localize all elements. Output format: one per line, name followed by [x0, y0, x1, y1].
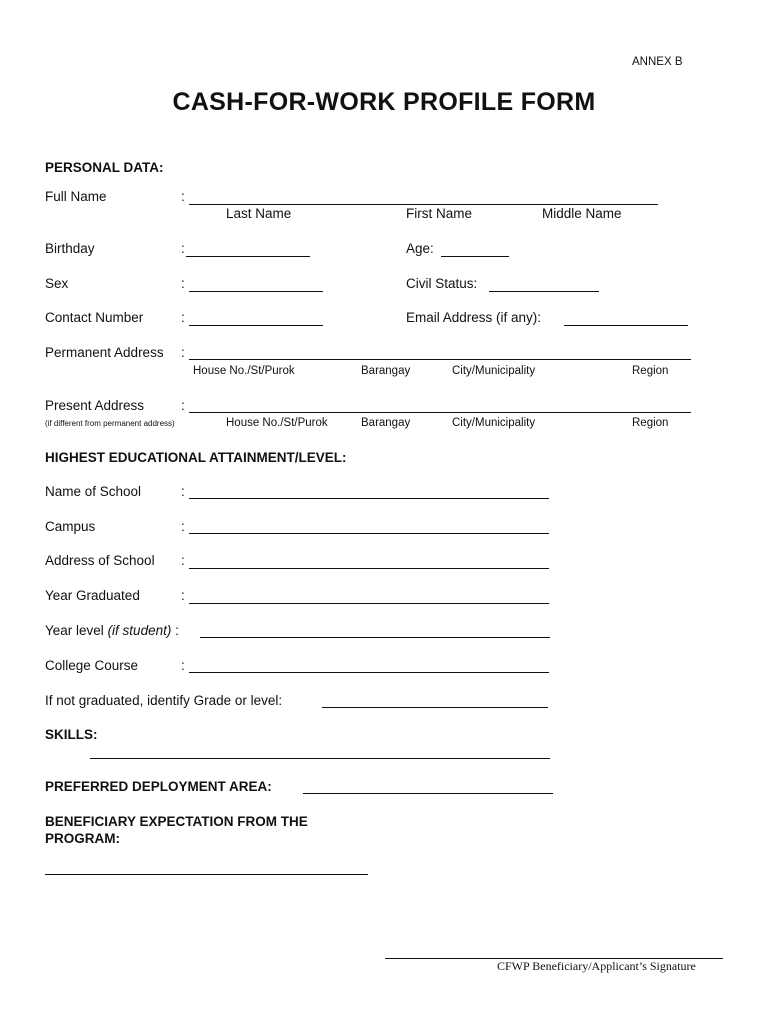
annex-label: ANNEX B: [632, 56, 683, 68]
middle-name-caption: Middle Name: [542, 206, 622, 221]
colon: :: [181, 484, 185, 499]
campus-field[interactable]: [189, 533, 549, 534]
first-name-caption: First Name: [406, 206, 473, 221]
colon: :: [181, 398, 185, 413]
city-caption: City/Municipality: [452, 417, 536, 429]
school-name-label: Name of School: [45, 484, 142, 499]
personal-data-heading: PERSONAL DATA:: [45, 160, 164, 175]
expectation-heading-line2: PROGRAM:: [45, 831, 120, 846]
colon: :: [181, 276, 185, 291]
school-address-field[interactable]: [189, 568, 549, 569]
expectation-heading-line1: BENEFICIARY EXPECTATION FROM THE: [45, 814, 308, 829]
school-address-label: Address of School: [45, 553, 155, 568]
school-name-field[interactable]: [189, 498, 549, 499]
barangay-caption: Barangay: [361, 417, 411, 429]
sex-label: Sex: [45, 276, 69, 291]
contact-number-field[interactable]: [189, 325, 323, 326]
present-address-note: (if different from permanent address): [45, 419, 175, 428]
house-caption: House No./St/Purok: [193, 365, 295, 377]
deployment-field[interactable]: [303, 793, 553, 794]
college-course-field[interactable]: [189, 672, 549, 673]
email-label: Email Address (if any):: [406, 310, 542, 325]
city-caption: City/Municipality: [452, 365, 536, 377]
signature-label: CFWP Beneficiary/Applicant’s Signature: [497, 959, 696, 973]
colon: :: [181, 658, 185, 673]
skills-field[interactable]: [90, 758, 550, 759]
barangay-caption: Barangay: [361, 365, 411, 377]
birthday-label: Birthday: [45, 241, 95, 256]
deployment-heading: PREFERRED DEPLOYMENT AREA:: [45, 779, 272, 794]
colon: :: [181, 588, 185, 603]
sex-field[interactable]: [189, 291, 323, 292]
full-name-label: Full Name: [45, 189, 107, 204]
campus-label: Campus: [45, 519, 96, 534]
year-graduated-label: Year Graduated: [45, 588, 140, 603]
expectation-field[interactable]: [45, 874, 368, 875]
year-level-field[interactable]: [200, 637, 550, 638]
region-caption: Region: [632, 365, 669, 377]
region-caption: Region: [632, 417, 669, 429]
age-field[interactable]: [441, 256, 509, 257]
colon: :: [181, 189, 185, 204]
colon: :: [181, 553, 185, 568]
full-name-field[interactable]: [189, 204, 658, 205]
college-course-label: College Course: [45, 658, 139, 673]
not-graduated-label: If not graduated, identify Grade or level:: [45, 693, 283, 708]
skills-heading: SKILLS:: [45, 727, 98, 742]
colon: :: [181, 241, 185, 256]
education-heading: HIGHEST EDUCATIONAL ATTAINMENT/LEVEL:: [45, 450, 347, 465]
page-title: CASH-FOR-WORK PROFILE FORM: [172, 88, 596, 116]
grade-level-field[interactable]: [322, 707, 548, 708]
house-caption: House No./St/Purok: [226, 417, 328, 429]
last-name-caption: Last Name: [226, 206, 292, 221]
year-level-label: Year level (if student) :: [45, 623, 179, 638]
colon: :: [181, 519, 185, 534]
colon: :: [181, 345, 185, 360]
age-label: Age:: [406, 241, 434, 256]
permanent-address-label: Permanent Address: [45, 345, 164, 360]
colon: :: [181, 310, 185, 325]
birthday-field[interactable]: [186, 256, 310, 257]
email-field[interactable]: [564, 325, 688, 326]
civil-status-field[interactable]: [489, 291, 599, 292]
present-address-label: Present Address: [45, 398, 145, 413]
present-address-field[interactable]: [189, 412, 691, 413]
year-graduated-field[interactable]: [189, 603, 549, 604]
contact-number-label: Contact Number: [45, 310, 144, 325]
civil-status-label: Civil Status:: [406, 276, 478, 291]
permanent-address-field[interactable]: [189, 359, 691, 360]
